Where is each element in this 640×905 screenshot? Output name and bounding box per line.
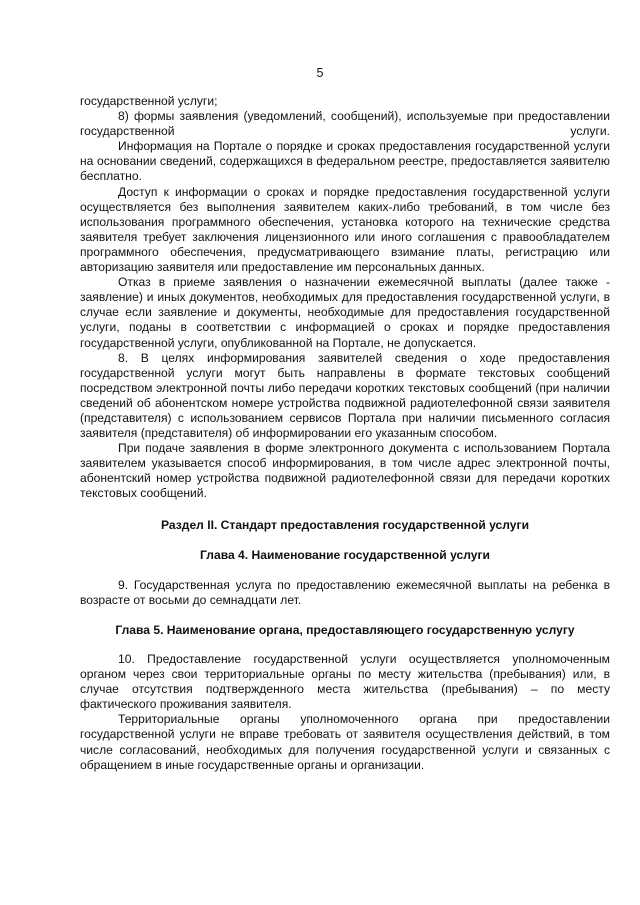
paragraph-10-provider: 10. Предоставление государственной услуги осуществляется уполномоченным органом через свои территориальные органы по месту жительства (пребывания) или, в случае отсутствия подтвержденного места жительства (пребывания) – по месту фактического проживания заявителя. bbox=[80, 652, 610, 712]
paragraph-8-informing: 8. В целях информирования заявителей сведения о ходе предоставления государственной услуги могут быть направлены в формате текстовых сообщений посредством электронной почты либо передачи коротких текстовых сообщений (при наличии сведений об абонентском номере устройства подвижной радиотелефонной связи заявителя (представителя) с использованием сервисов Портала при наличии письменного согласия заявителя (представителя) об информировании его указанным способом. bbox=[80, 350, 610, 441]
chapter-5-heading: Глава 5. Наименование органа, предоставляющего государственную услугу bbox=[115, 622, 575, 637]
paragraph-refusal: Отказ в приеме заявления о назначении ежемесячной выплаты (далее также - заявление) и иных документов, необходимых для предоставления государственной услуги, в случае если заявление и документы, необходимые для предоставления государственной услуги, поданы в соответствии с информацией о сроках и порядке предоставления государственной услуги, опубликованной на Портале, не допускается. bbox=[80, 275, 610, 350]
paragraph-continuation: государственной услуги; bbox=[80, 94, 218, 108]
paragraph-9-service-name: 9. Государственная услуга по предоставлению ежемесячной выплаты на ребенка в возрасте от восьми до семнадцати лет. bbox=[80, 577, 610, 607]
paragraph-submission: При подаче заявления в форме электронного документа с использованием Портала заявителем указывается способ информирования, в том числе адрес электронной почты, абонентский номер устройства подвижной радиотелефонной связи для передачи коротких текстовых сообщений. bbox=[80, 441, 610, 501]
chapter-4-heading: Глава 4. Наименование государственной услуги bbox=[200, 547, 490, 562]
list-item-8: 8) формы заявления (уведомлений, сообщений), используемые при предоставлении государственной услуги. bbox=[80, 109, 610, 139]
section-2-heading: Раздел II. Стандарт предоставления государственной услуги bbox=[160, 517, 529, 532]
paragraph-access-info: Доступ к информации о сроках и порядке предоставления государственной услуги осуществляется без выполнения заявителем каких-либо требований, в том числе без использования программного обеспечения, установка которого на технические средства заявителя требует заключения лицензионного или иного соглашения с правообладателем программного обеспечения, предусматривающего взимание платы, регистрацию или авторизацию заявителя или предоставление им персональных данных. bbox=[80, 184, 610, 275]
page-number: 5 bbox=[316, 66, 324, 80]
paragraph-territorial-bodies: Территориальные органы уполномоченного органа при предоставлении государственной услуги не вправе требовать от заявителя осуществления действий, в том числе согласований, необходимых для получения государственной услуги и связанных с обращением в иные государственные органы и организации. bbox=[80, 712, 610, 772]
document-body bbox=[80, 94, 610, 773]
paragraph-portal-info: Информация на Портале о порядке и сроках предоставления государственной услуги на основании сведений, содержащихся в федеральном реестре, предоставляется заявителю бесплатно. bbox=[80, 139, 610, 184]
